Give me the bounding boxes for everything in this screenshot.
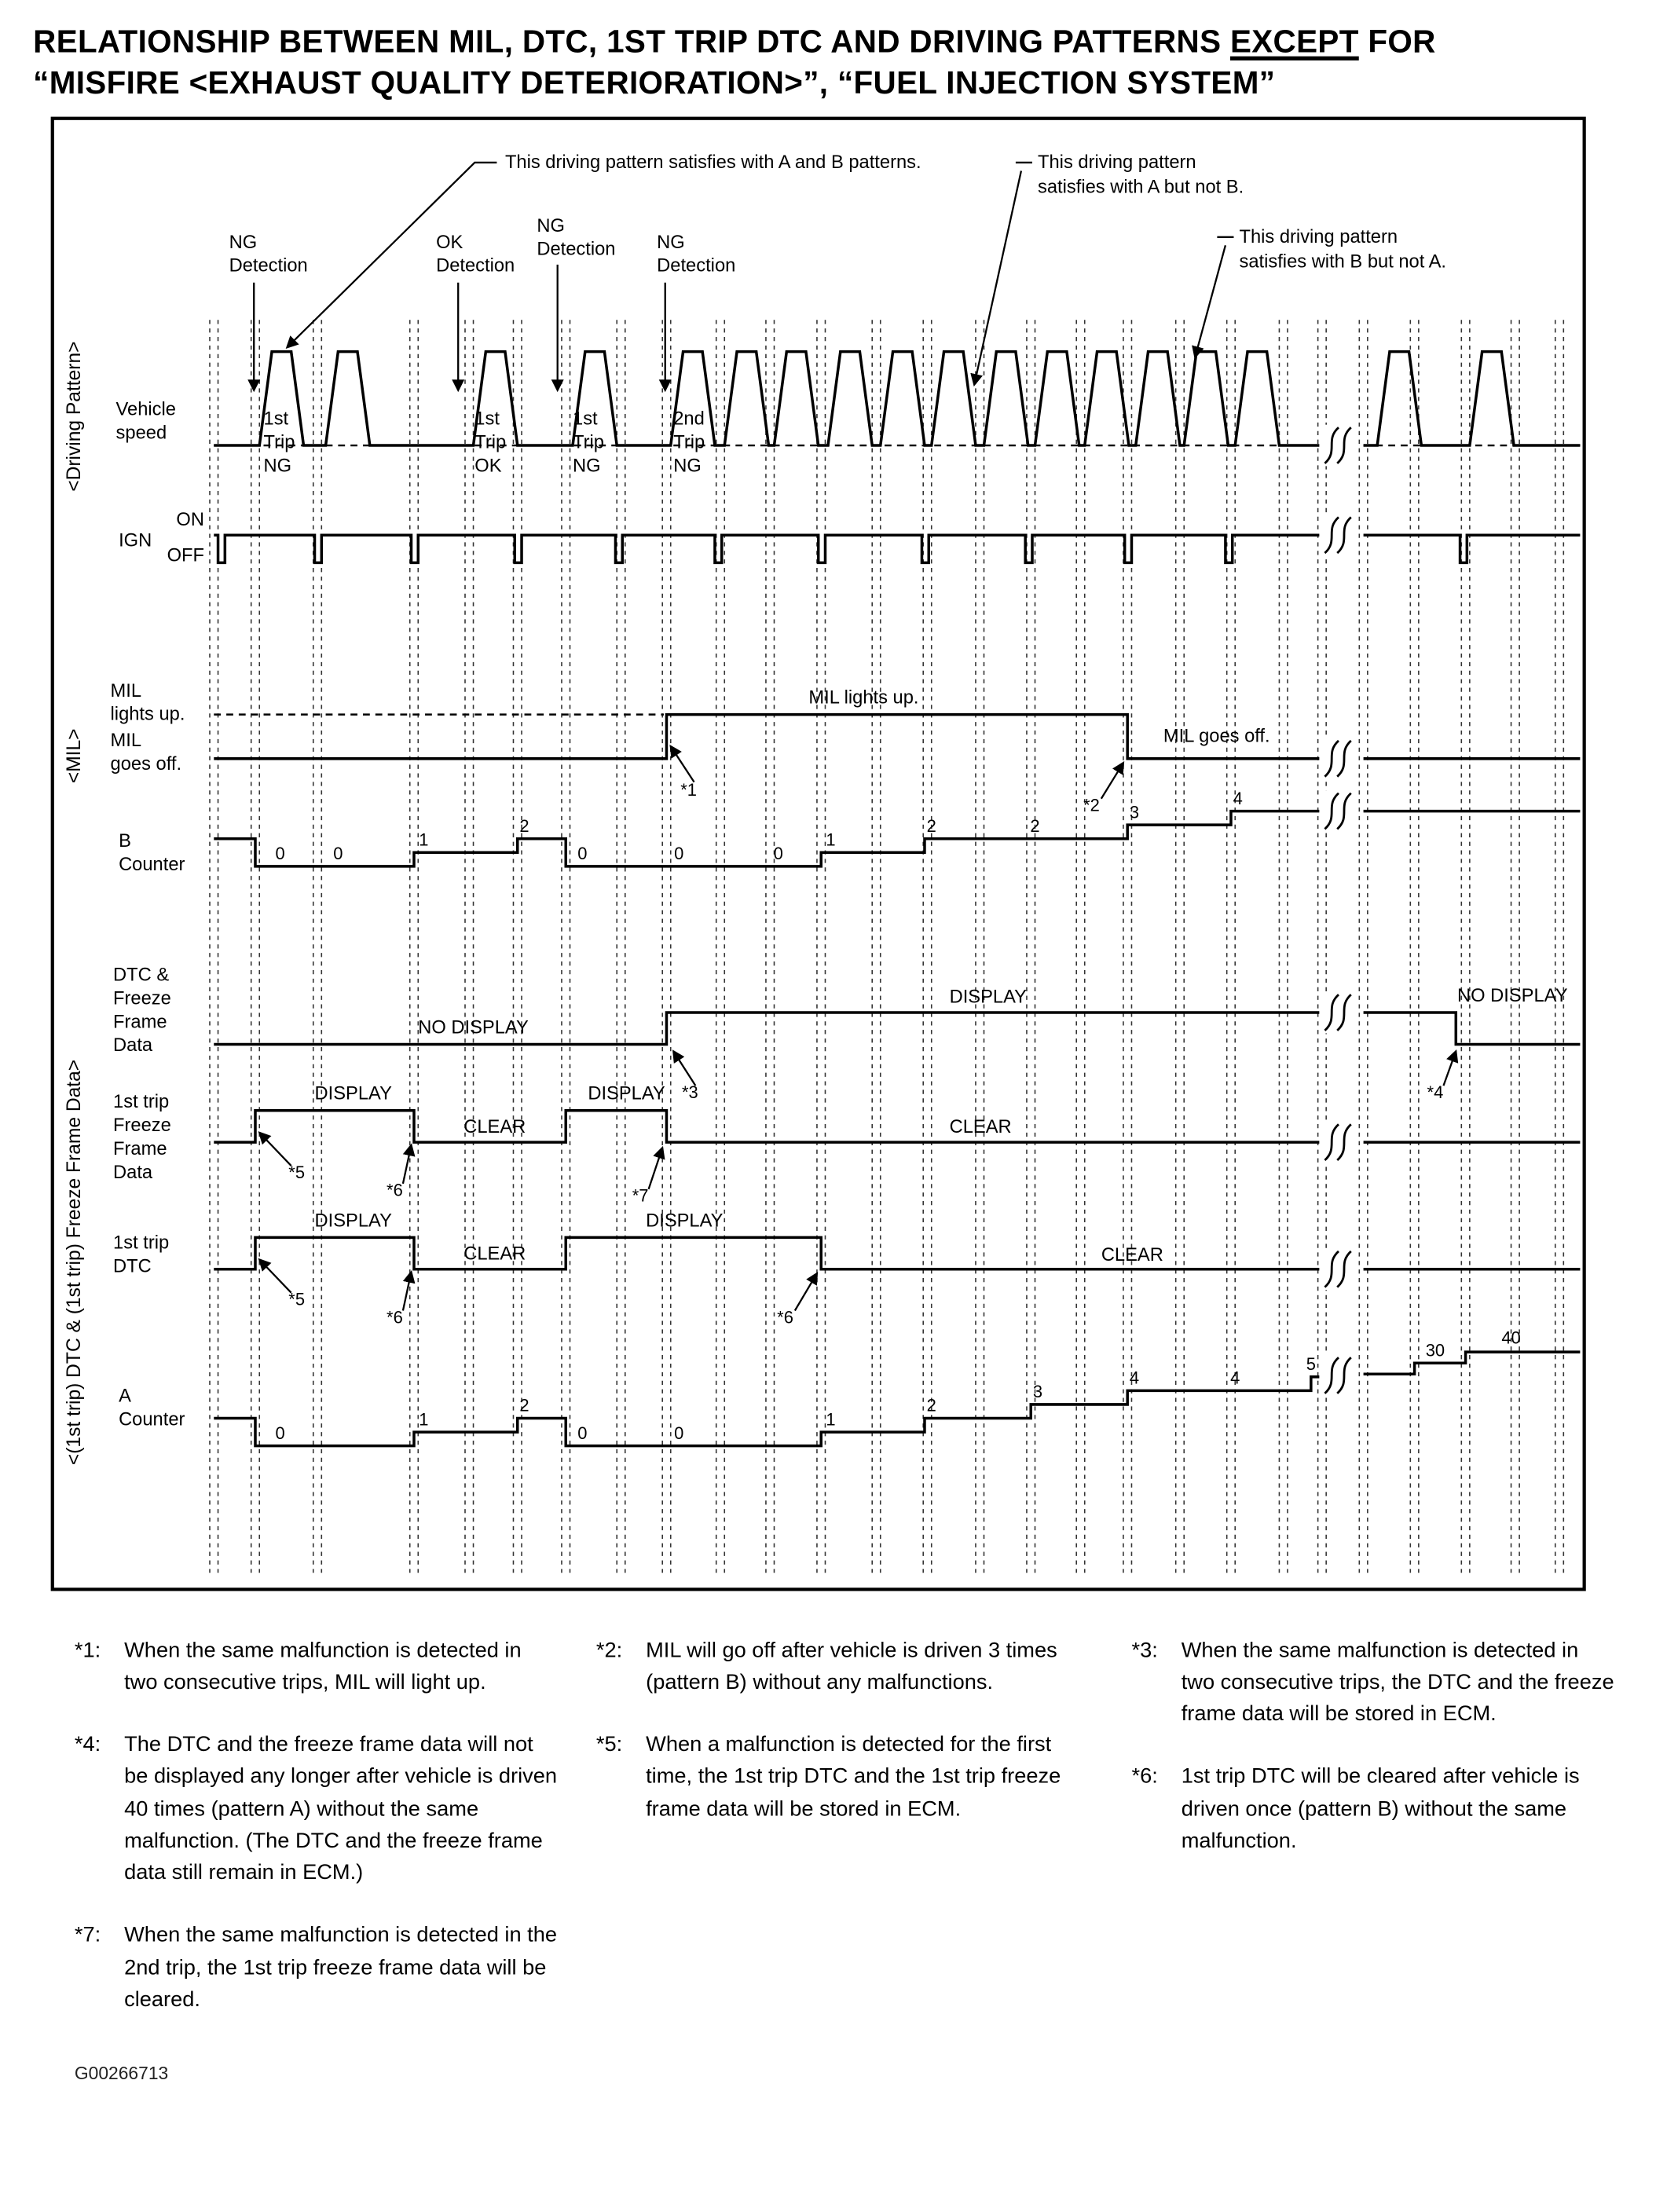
- dtc-ff-no-display-annotation: NO DISPLAY: [418, 1016, 529, 1038]
- footnote-3: [1131, 1635, 1617, 1731]
- callout-b-not-a-line2: satisfies with B but not A.: [1239, 251, 1447, 272]
- callout-a-and-b-leader: [287, 162, 496, 346]
- trip-label: 1st: [573, 408, 598, 430]
- trip-ff-label: 1st trip: [113, 1091, 170, 1112]
- page-content: [0, 20, 1656, 2212]
- trip-label: NG: [673, 455, 702, 476]
- callout-a-not-b-line1: This driving pattern: [1038, 152, 1196, 173]
- row-ign: [119, 509, 204, 566]
- vehicle-speed-label: Vehicle: [115, 398, 176, 419]
- trip-label: 2nd: [673, 408, 705, 430]
- b-counter-value: 0: [333, 843, 343, 863]
- b-counter-value: 0: [577, 843, 588, 863]
- a-counter-value: 2: [519, 1395, 529, 1415]
- ign-off-label: OFF: [167, 545, 204, 566]
- ref-4: *4: [1427, 1082, 1444, 1102]
- trip-ff-clear-annotation: CLEAR: [949, 1116, 1012, 1137]
- dtc-ff-label: Data: [113, 1035, 153, 1056]
- footnote-marker: *2:: [595, 1639, 623, 1662]
- dtc-ff-label: DTC &: [113, 965, 170, 986]
- callout-b-not-a-leader: [1195, 245, 1226, 357]
- row-vehicle-speed: [116, 399, 1581, 445]
- mil-goes-off-annotation: MIL goes off.: [1163, 726, 1270, 747]
- page-title: [33, 20, 1656, 104]
- ref-5-arrow: [259, 1132, 291, 1165]
- timing-diagram: [0, 110, 1656, 1607]
- row-dtc-freeze-frame: [113, 965, 1580, 1101]
- trip-dtc-label: DTC: [113, 1255, 152, 1276]
- footnote-column-2: [596, 1635, 1096, 2016]
- mil-lights-up-annotation: MIL lights up.: [808, 687, 919, 709]
- trip-ff-clear-annotation: CLEAR: [463, 1116, 526, 1137]
- a-counter-label: A: [119, 1385, 131, 1406]
- a-counter-label: Counter: [119, 1408, 185, 1430]
- mil-lights-label: MIL: [110, 680, 142, 701]
- section-label-dtc-freeze: <(1st trip) DTC & (1st trip) Freeze Frame Data>: [63, 1059, 85, 1465]
- footnote-marker: *6:: [1131, 1765, 1158, 1789]
- detection-ng-1: [229, 232, 308, 390]
- detection-ok: [436, 232, 515, 390]
- ref-5: *5: [288, 1162, 306, 1182]
- title-text-post: FOR: [1358, 23, 1436, 60]
- detection-ng-3: [657, 232, 735, 390]
- title-text-underlined: EXCEPT: [1229, 23, 1359, 60]
- footnote-marker: *5:: [595, 1733, 623, 1757]
- a-counter-value: 0: [275, 1423, 285, 1443]
- b-counter-value: 1: [826, 829, 836, 849]
- ref-6-arrow: [795, 1273, 817, 1310]
- mil-goes-label: MIL: [110, 730, 142, 751]
- footnote-4: [75, 1729, 560, 1889]
- a-counter-value: 3: [1032, 1381, 1043, 1401]
- a-counter-value: 30: [1425, 1339, 1445, 1360]
- a-counter-value: 1: [419, 1408, 429, 1429]
- b-counter-label: Counter: [119, 854, 185, 875]
- callout-b-not-a-line1: This driving pattern: [1239, 226, 1398, 247]
- b-counter-value: 2: [1030, 815, 1040, 836]
- dtc-ff-label: Freeze: [113, 988, 171, 1009]
- footnote-text: MIL will go off after vehicle is driven 3 times (pattern B) without any malfunctions.: [646, 1639, 1057, 1694]
- ref-2: *2: [1083, 795, 1100, 815]
- trip-dtc-display-annotation: DISPLAY: [314, 1210, 392, 1231]
- vehicle-speed-label: speed: [115, 422, 167, 443]
- ref-3: *3: [681, 1082, 698, 1102]
- detection-label: OK: [436, 232, 463, 253]
- ref-1-arrow: [671, 746, 694, 782]
- b-counter-value: 0: [275, 843, 285, 863]
- b-counter-value: 0: [674, 843, 684, 863]
- trip-label: Trip: [673, 432, 705, 453]
- b-counter-label: B: [119, 830, 131, 851]
- dtc-ff-label: Frame: [113, 1011, 167, 1032]
- trip-ff-display-annotation: DISPLAY: [314, 1083, 392, 1104]
- trip-dtc-display-annotation: DISPLAY: [646, 1210, 724, 1231]
- trip-ff-label: Frame: [113, 1138, 167, 1159]
- row-b-counter: [119, 788, 1580, 874]
- a-counter-value: 0: [577, 1423, 588, 1443]
- page: [0, 20, 1656, 2212]
- row-a-counter: [119, 1328, 1580, 1445]
- row-trip-dtc: [113, 1210, 1580, 1327]
- footnote-column-1: [75, 1635, 560, 2016]
- b-counter-value: 2: [926, 815, 936, 836]
- ref-5-arrow: [259, 1259, 291, 1292]
- footnote-text: 1st trip DTC will be cleared after vehicle is driven once (pattern B) without the same malfunction.: [1181, 1765, 1580, 1853]
- footnote-7: [75, 1920, 560, 2016]
- a-counter-value: 40: [1501, 1328, 1521, 1348]
- detection-label: Detection: [436, 255, 515, 276]
- footnote-6: [1131, 1761, 1617, 1858]
- trip-ff-label: Data: [113, 1162, 153, 1183]
- trip-ff-waveform: [214, 1110, 1580, 1141]
- b-counter-value: 3: [1129, 801, 1140, 822]
- footnote-5: [596, 1729, 1096, 1826]
- detection-label: Detection: [657, 255, 736, 276]
- ref-6: *6: [387, 1306, 403, 1327]
- a-counter-value: 1: [826, 1408, 836, 1429]
- title-text-pre: RELATIONSHIP BETWEEN MIL, DTC, 1ST TRIP DTC AND DRIVING PATTERNS: [33, 23, 1230, 60]
- footnote-marker: *7:: [74, 1924, 101, 1948]
- trip-dtc-label: 1st trip: [113, 1232, 170, 1253]
- page-title-line2: “MISFIRE <EXHAUST QUALITY DETERIORATION>”, “FUEL INJECTION SYSTEM”: [33, 64, 1276, 101]
- footnote-marker: *3:: [1131, 1639, 1158, 1662]
- doc-code: G00266713: [74, 2063, 169, 2084]
- b-counter-value: 0: [773, 843, 783, 863]
- b-counter-value: 1: [419, 829, 429, 849]
- trip-label: OK: [474, 455, 502, 476]
- footnote-2: [596, 1635, 1096, 1699]
- footnote-text: When the same malfunction is detected in the 2nd trip, the 1st trip freeze frame data will be cleared.: [124, 1924, 558, 2012]
- ref-1: *1: [680, 779, 697, 800]
- trip-label: NG: [263, 455, 292, 476]
- ref-7: *7: [632, 1185, 649, 1206]
- trip-label: 1st: [474, 408, 500, 430]
- trip-label: Trip: [263, 432, 295, 453]
- dtc-ff-no-display-annotation: NO DISPLAY: [1457, 985, 1568, 1006]
- trip-label: NG: [573, 455, 601, 476]
- trip-label: 1st: [263, 408, 289, 430]
- footnote-text: The DTC and the freeze frame data will not be displayed any longer after vehicle is driven 40 times (pattern A) without the same malfunction. (The DTC and the freeze frame data still remain in ECM.): [124, 1733, 558, 1885]
- footnote-marker: *4:: [74, 1733, 101, 1757]
- ref-2-arrow: [1101, 763, 1123, 799]
- callout-a-not-b-line2: satisfies with A but not B.: [1038, 177, 1244, 198]
- trip-ff-label: Freeze: [113, 1115, 171, 1136]
- a-counter-waveform: [214, 1352, 1580, 1445]
- footnotes: [75, 1635, 1656, 2016]
- a-counter-value: 4: [1230, 1368, 1240, 1388]
- mil-lights-label: lights up.: [110, 704, 185, 725]
- detection-label: Detection: [537, 239, 616, 260]
- ref-7-arrow: [649, 1148, 663, 1189]
- trip-label: Trip: [573, 432, 604, 453]
- ref-4-arrow: [1443, 1051, 1456, 1086]
- trip-dtc-clear-annotation: CLEAR: [1101, 1244, 1163, 1265]
- detection-label: NG: [229, 232, 258, 253]
- ref-5: *5: [288, 1288, 306, 1309]
- ref-6: *6: [387, 1180, 403, 1200]
- detection-label: NG: [537, 215, 565, 236]
- row-trip-freeze-frame: [113, 1083, 1580, 1205]
- trip-dtc-clear-annotation: CLEAR: [463, 1243, 526, 1264]
- callout-b-not-a: [1195, 226, 1446, 357]
- footnote-text: When the same malfunction is detected in two consecutive trips, MIL will light up.: [124, 1639, 522, 1694]
- trip-dtc-waveform: [214, 1237, 1580, 1269]
- page-title-line1: [33, 20, 1656, 62]
- footnote-1: [75, 1635, 560, 1699]
- footnote-text: When the same malfunction is detected in two consecutive trips, the DTC and the freeze frame data will be stored in ECM.: [1181, 1639, 1614, 1727]
- callout-a-not-b: [974, 152, 1244, 384]
- a-counter-value: 2: [926, 1395, 936, 1415]
- b-counter-value: 4: [1233, 788, 1243, 808]
- detection-label: NG: [657, 232, 685, 253]
- footnote-marker: *1:: [74, 1639, 101, 1662]
- ref-3-arrow: [673, 1051, 695, 1086]
- ign-on-label: ON: [176, 509, 204, 530]
- ign-label: IGN: [119, 529, 152, 551]
- section-label-mil: <MIL>: [63, 727, 85, 783]
- trip-ff-display-annotation: DISPLAY: [588, 1083, 665, 1104]
- ref-6: *6: [777, 1306, 793, 1327]
- a-counter-value: 4: [1129, 1368, 1140, 1388]
- a-counter-value: 5: [1306, 1353, 1316, 1374]
- trip-label: Trip: [474, 432, 507, 453]
- detection-ng-2: [537, 215, 615, 390]
- dtc-ff-display-annotation: DISPLAY: [949, 987, 1027, 1008]
- b-counter-value: 2: [519, 815, 529, 836]
- dashed-grid: [210, 320, 1580, 1573]
- footnote-text: When a malfunction is detected for the first time, the 1st trip DTC and the 1st trip freeze frame data will be stored in ECM.: [646, 1733, 1061, 1821]
- mil-waveform: [214, 714, 1580, 758]
- mil-goes-label: goes off.: [110, 753, 182, 775]
- a-counter-value: 0: [674, 1423, 684, 1443]
- callout-a-and-b-text: This driving pattern satisfies with A and B patterns.: [504, 152, 921, 173]
- section-label-driving-pattern: <Driving Pattern>: [63, 341, 85, 492]
- footnote-column-3: [1131, 1635, 1617, 2016]
- detection-label: Detection: [229, 255, 308, 276]
